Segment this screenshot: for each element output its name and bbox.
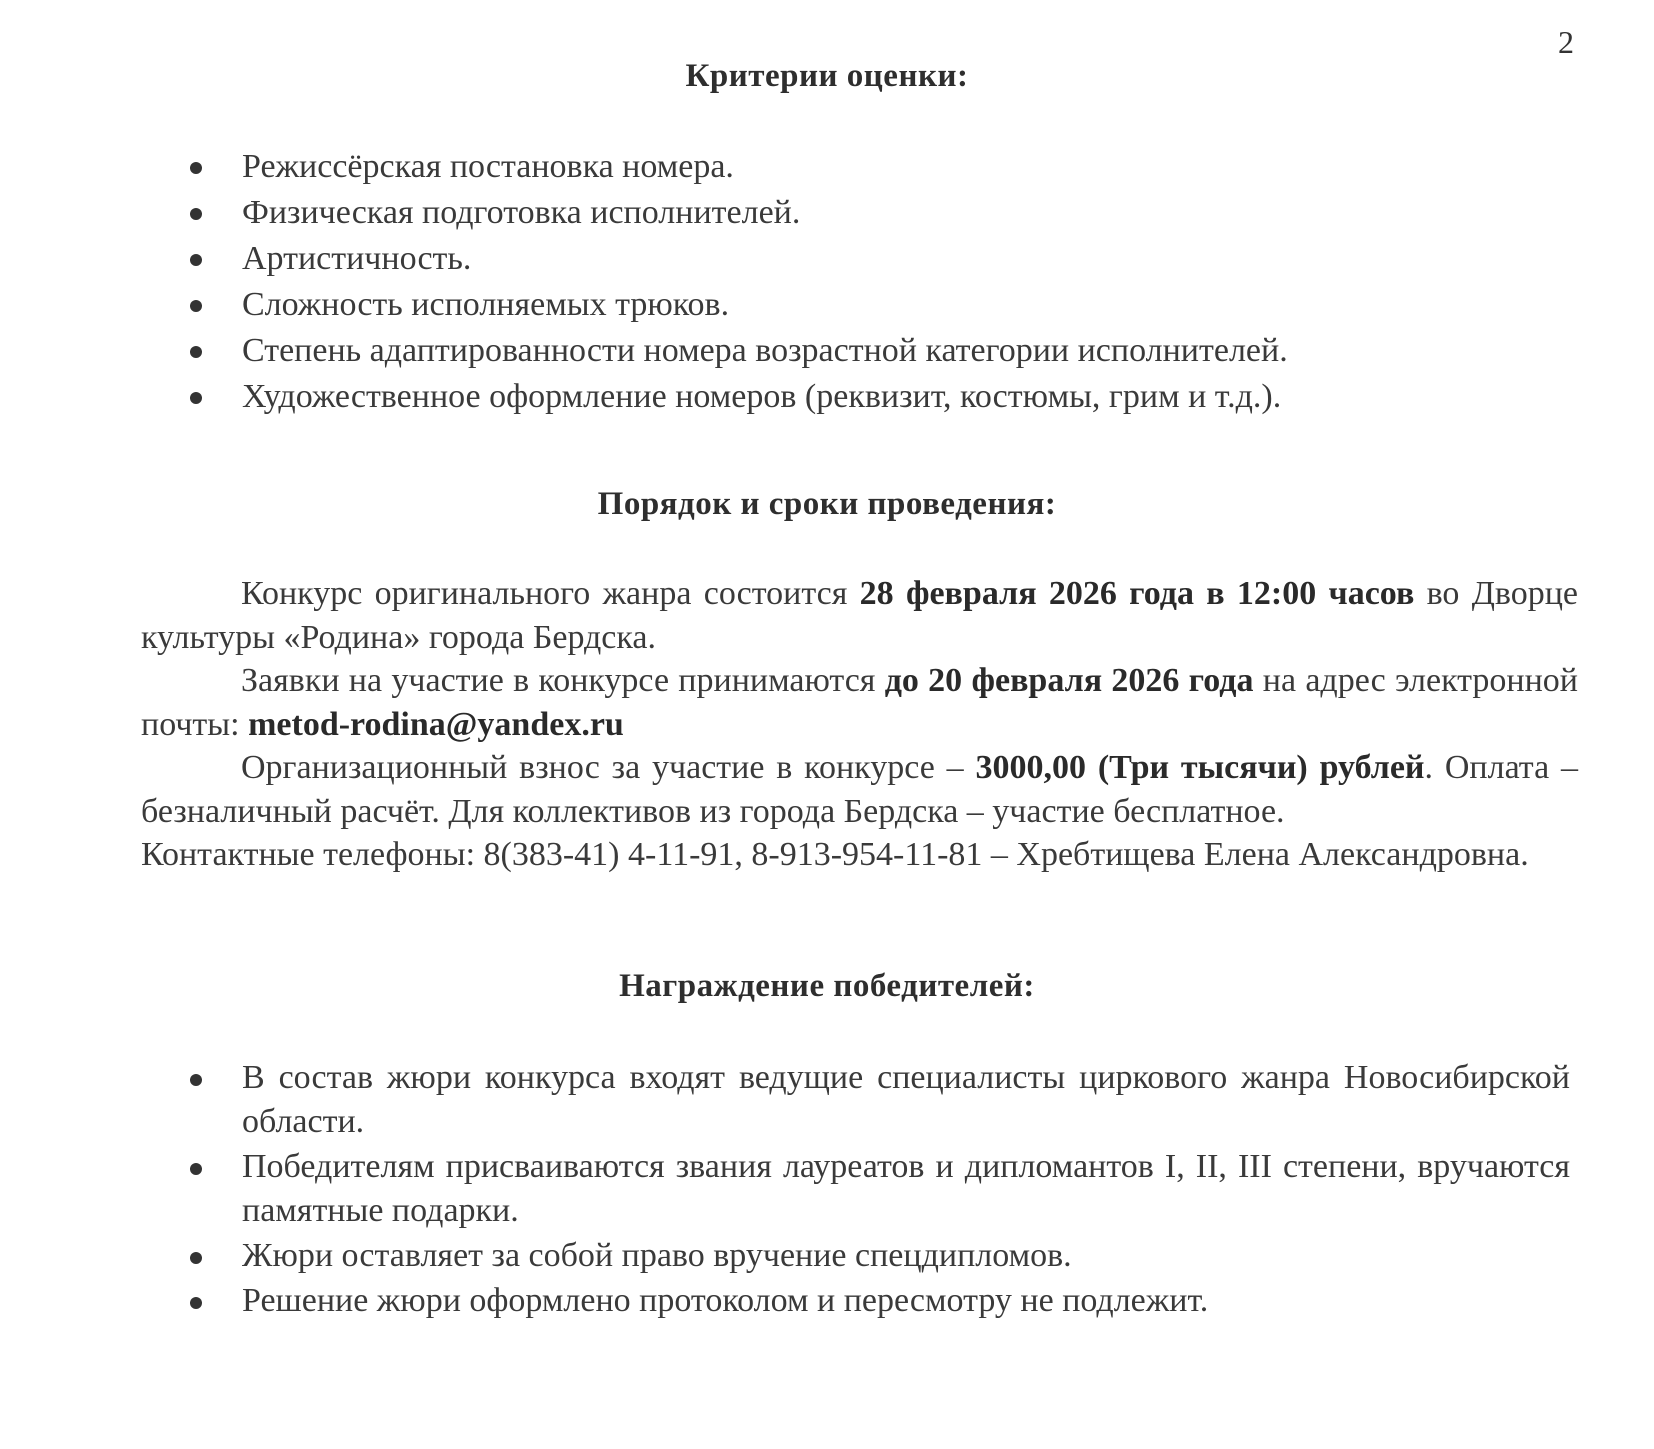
criteria-heading: Критерии оценки: — [685, 58, 969, 94]
awards-item-text: Решение жюри оформлено протоколом и пересмотру не подлежит. — [242, 1282, 1209, 1319]
awards-item-text: Жюри оставляет за собой право вручение спецдипломов. — [242, 1237, 1072, 1274]
awards-heading: Награждение победителей: — [619, 968, 1035, 1004]
schedule-paragraph-applications — [141, 659, 1578, 746]
awards-list — [190, 1056, 1570, 1324]
bullet-icon — [190, 208, 202, 220]
list-item — [190, 374, 1570, 420]
schedule-heading: Порядок и сроки проведения: — [597, 486, 1057, 522]
bullet-icon — [190, 162, 202, 174]
bullet-icon — [190, 346, 202, 358]
schedule-paragraph-fee — [141, 746, 1578, 833]
bullet-icon — [190, 300, 202, 312]
list-item — [190, 1145, 1570, 1233]
application-deadline: до 20 февраля 2026 года — [884, 662, 1254, 699]
list-item — [190, 190, 1570, 236]
bullet-icon — [190, 254, 202, 266]
list-item — [190, 282, 1570, 328]
list-item — [190, 144, 1570, 190]
email-address[interactable]: metod-rodina@yandex.ru — [248, 705, 624, 743]
criteria-list — [190, 144, 1570, 420]
text-run: Организационный взнос за участие в конкурсе – — [241, 749, 976, 786]
text-run: . Оплата – безналичный расчёт. Для коллективов из города Бердска – участие бесплатное. — [141, 749, 1579, 830]
list-item — [190, 1056, 1570, 1144]
bullet-icon — [190, 1074, 202, 1086]
page-number: 2 — [1558, 24, 1574, 60]
criteria-item-text: Сложность исполняемых трюков. — [242, 286, 730, 323]
text-run: Заявки на участие в конкурсе принимаются — [241, 662, 885, 699]
fee-amount: 3000,00 (Три тысячи) рублей — [975, 749, 1425, 786]
criteria-item-text: Степень адаптированности номера возрастной категории исполнителей. — [242, 332, 1288, 369]
text-run: во Дворце культуры «Родина» города Бердска. — [141, 575, 1579, 656]
criteria-item-text: Артистичность. — [242, 240, 472, 277]
bullet-icon — [190, 1297, 202, 1309]
awards-item-text: Победителям присваиваются звания лауреатов и дипломантов I, II, III степени, вручаются памятные подарки. — [242, 1148, 1570, 1229]
schedule-text — [141, 572, 1578, 877]
bullet-icon — [190, 1163, 202, 1175]
text-run: Конкурс оригинального жанра состоится — [241, 575, 860, 612]
list-item — [190, 236, 1570, 282]
awards-item-text: В состав жюри конкурса входят ведущие специалисты циркового жанра Новосибирской области. — [242, 1059, 1570, 1140]
list-item — [190, 1279, 1570, 1323]
text-run: на адрес электронной почты: — [141, 662, 1579, 743]
criteria-item-text: Художественное оформление номеров (реквизит, костюмы, грим и т.д.). — [242, 378, 1282, 415]
schedule-paragraph-date — [141, 572, 1578, 659]
list-item — [190, 328, 1570, 374]
criteria-item-text: Режиссёрская постановка номера. — [242, 148, 734, 185]
criteria-item-text: Физическая подготовка исполнителей. — [242, 194, 801, 231]
list-item — [190, 1234, 1570, 1278]
bullet-icon — [190, 1252, 202, 1264]
bullet-icon — [190, 392, 202, 404]
schedule-paragraph-contacts: Контактные телефоны: 8(383-41) 4-11-91, 8-913-954-11-81 – Хребтищева Елена Александровна. — [141, 836, 1529, 873]
event-date: 28 февраля 2026 года в 12:00 часов — [859, 575, 1415, 612]
